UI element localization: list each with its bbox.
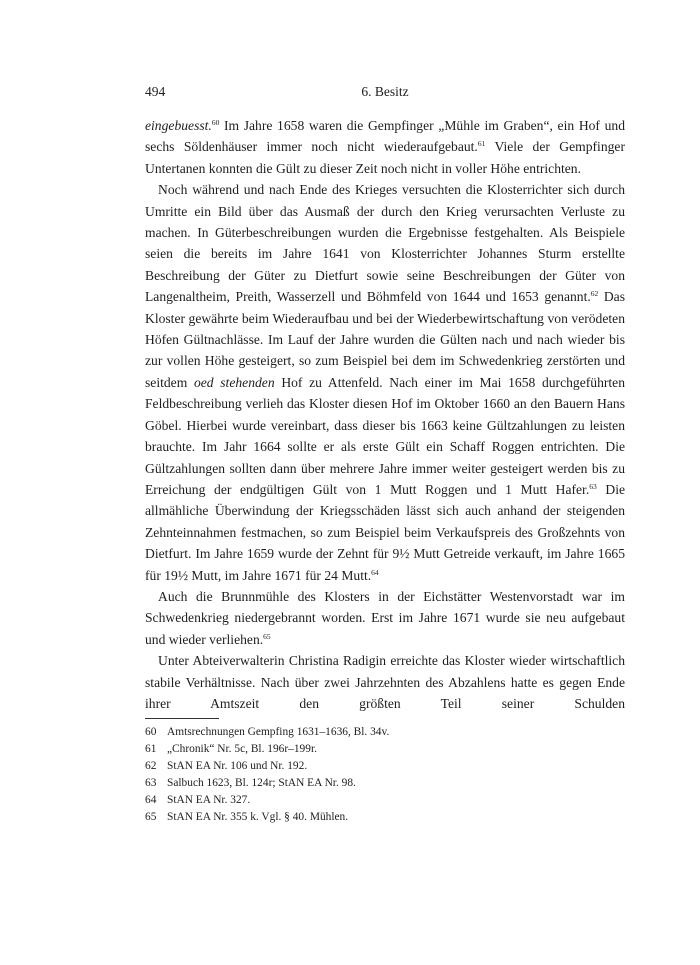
text-segment: Im Jahre 1658 waren die Gempfinger „Mühle im Graben“, ein Hof und sechs Söldenhäuser immer noch nicht wiederaufgebaut. bbox=[145, 118, 625, 155]
footnote-64 bbox=[145, 792, 625, 809]
page-number: 494 bbox=[145, 84, 166, 99]
footnote-65 bbox=[145, 809, 625, 826]
paragraph-4 bbox=[145, 650, 625, 714]
footnote-61 bbox=[145, 741, 625, 758]
text-segment: Hof zu Attenfeld. Nach einer im Mai 1658 durchgeführten Feldbeschreibung verlieh das Kloster diesen Hof im Oktober 1660 an den Bauern Hans Göbel. Hierbei wurde vereinbart, dass dieser bis 1663 keine Gültzahlungen zu leisten brauchte. Im Jahr 1664 sollte er als erste Gült ein Schaff Roggen entrichten. Die Gültzahlungen sollten dann über mehrere Jahre immer weiter gesteigert werden bis zu Erreichung der endgültigen Gült von 1 Mutt Roggen und 1 Mutt Hafer. bbox=[145, 374, 625, 497]
italic-text: eingebuesst. bbox=[145, 118, 212, 133]
italic-text: oed stehenden bbox=[193, 374, 275, 390]
footnote-ref: 63 bbox=[589, 481, 597, 491]
footnote-63 bbox=[145, 775, 625, 792]
footnote-text: StAN EA Nr. 327. bbox=[167, 794, 251, 806]
running-title: 6. Besitz bbox=[361, 84, 409, 99]
footnote-number: 62 bbox=[145, 760, 157, 772]
footnote-number: 60 bbox=[145, 726, 157, 738]
text-segment: Unter Abteiverwalterin Christina Radigin erreichte das Kloster wieder wirtschaftlich stabile Verhältnisse. Nach über zwei Jahrzehnten des Abzahlens hatte es gegen Ende ihrer Amtszeit den größten Teil seiner Schulden bbox=[145, 653, 625, 711]
footnote-ref: 61 bbox=[477, 139, 486, 149]
footnote-62 bbox=[145, 758, 625, 775]
footnote-text: Salbuch 1623, Bl. 124r; StAN EA Nr. 98. bbox=[167, 777, 356, 789]
text-segment: Die allmähliche Überwindung der Kriegsschäden lässt sich auch anhand der steigenden Zehnteinnahmen festmachen, so zum Beispiel beim Verkaufspreis des Großzehnts von Dietfurt. Im Jahre 1659 wurde der Zehnt für 9½ Mutt Getreide verkauft, im Jahre 1665 für 19½ Mutt, im Jahre 1671 für 24 Mutt. bbox=[145, 481, 625, 583]
paragraph-1 bbox=[145, 115, 625, 179]
text-segment: Noch während und nach Ende des Krieges versuchten die Klosterrichter sich durch Umritte ein Bild über das Ausmaß der durch den Krieg verursachten Verluste zu machen. In Güterbeschreibungen wurden die Ergebnisse festgehalten. Als Beispiele seien die bereits im Jahre 1641 von Klosterrichter Johannes Sturm erstellte Beschreibung der Güter zu Dietfurt sowie seine Beschreibungen der Güter von Langenaltheim, Preith, Wasserzell und Böhmfeld von 1644 und 1653 genannt. bbox=[145, 182, 625, 305]
text-segment: Das Kloster gewährte beim Wiederaufbau und bei der Wiederbewirtschaftung von verödeten Höfen Gültnachlässe. Im Lauf der Jahre wurden die Gülten nach und nach wieder bis zur vollen Höhe gesteigert, so zum Beispiel bei dem im Schwedenkrieg zerstörten und seitdem bbox=[145, 289, 625, 390]
footnote-ref: 64 bbox=[371, 567, 379, 577]
footnote-number: 64 bbox=[145, 794, 157, 806]
footnote-text: StAN EA Nr. 355 k. Vgl. § 40. Mühlen. bbox=[167, 811, 349, 823]
text-segment: Auch die Brunnmühle des Klosters in der Eichstätter Westenvorstadt war im Schwedenkrieg niedergebrannt worden. Erst im Jahre 1671 wurde sie neu aufgebaut und wieder verliehen. bbox=[145, 588, 625, 647]
footnote-ref: 60 bbox=[211, 118, 220, 127]
footnote-number: 61 bbox=[145, 743, 157, 755]
footnote-text: „Chronik“ Nr. 5c, Bl. 196r–199r. bbox=[167, 743, 317, 755]
footnote-ref: 62 bbox=[590, 289, 599, 299]
footnote-separator bbox=[145, 718, 219, 719]
footnote-number: 63 bbox=[145, 777, 157, 789]
footnote-number: 65 bbox=[145, 811, 157, 823]
paragraph-2 bbox=[145, 179, 625, 586]
text-segment: Viele der Gempfinger Untertanen konnten die Gült zu dieser Zeit noch nicht in voller Höhe entrichten. bbox=[145, 139, 625, 176]
body-text bbox=[145, 115, 625, 714]
footnote-60 bbox=[145, 724, 625, 741]
page-header bbox=[145, 84, 625, 104]
footnote-text: Amtsrechnungen Gempfing 1631–1636, Bl. 34v. bbox=[167, 726, 390, 738]
footnote-text: StAN EA Nr. 106 und Nr. 192. bbox=[167, 760, 308, 772]
footnote-ref: 65 bbox=[263, 631, 271, 641]
paragraph-3 bbox=[145, 586, 625, 650]
footnotes bbox=[145, 724, 625, 826]
